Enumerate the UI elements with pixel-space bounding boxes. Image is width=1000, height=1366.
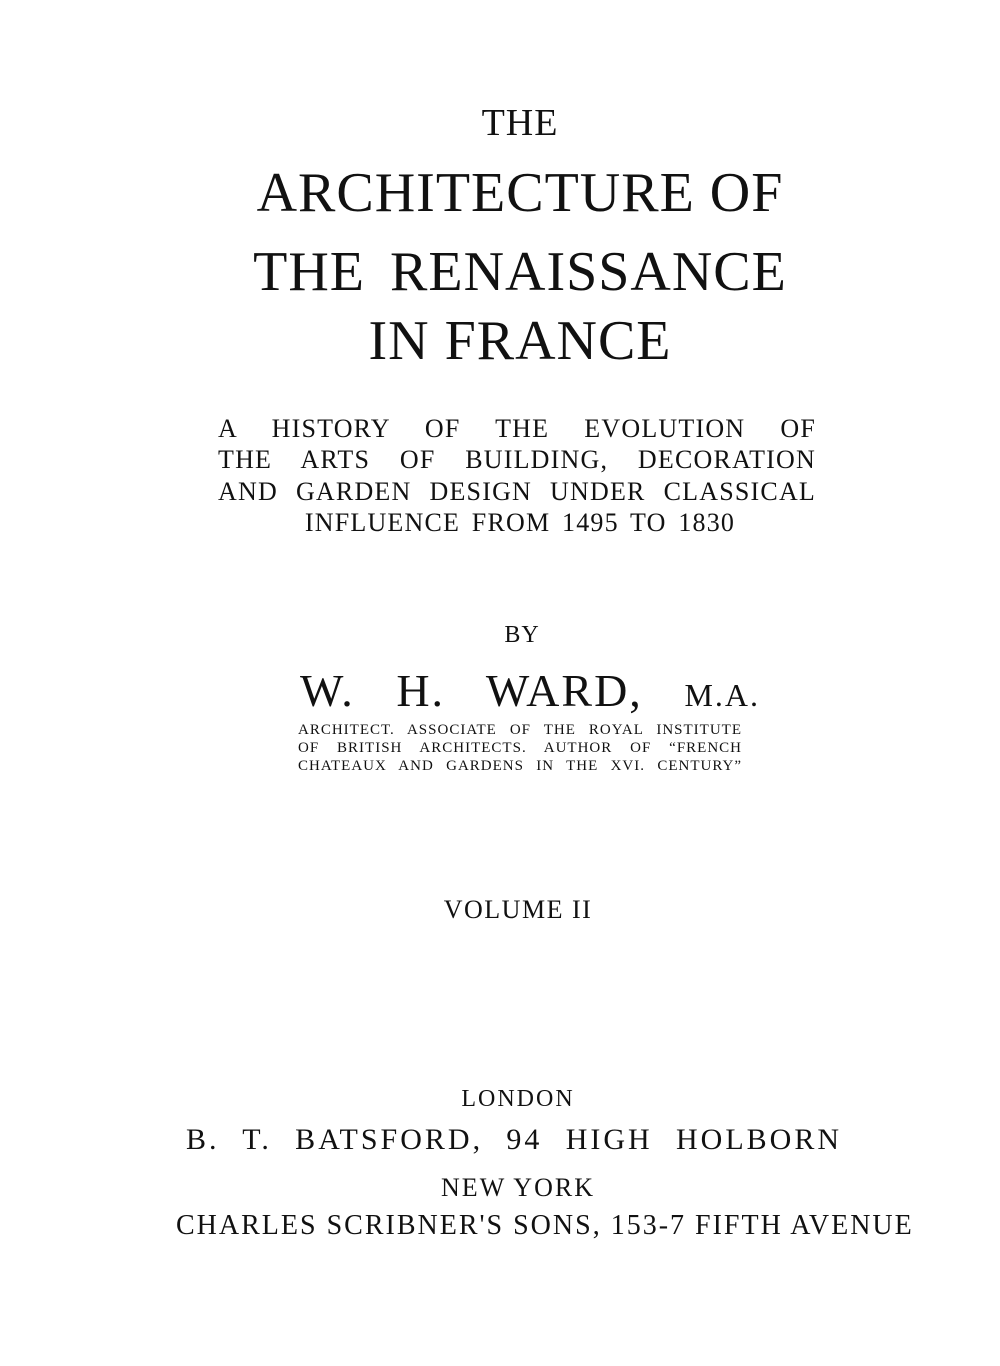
credentials-line-1: ARCHITECT. ASSOCIATE OF THE ROYAL INSTITUTE	[298, 722, 742, 738]
author-degree: M.A.	[684, 677, 760, 713]
subtitle-line-1: A HISTORY OF THE EVOLUTION OF	[218, 414, 816, 443]
publisher-city-london: LONDON	[461, 1086, 575, 1112]
author-name: W. H. WARD,	[300, 665, 643, 716]
title-article: THE	[481, 102, 559, 144]
publisher-batsford: B. T. BATSFORD, 94 HIGH HOLBORN	[186, 1123, 842, 1156]
author-line	[300, 665, 760, 716]
title-line-3: IN FRANCE	[368, 310, 672, 372]
publisher-scribner: CHARLES SCRIBNER'S SONS, 153-7 FIFTH AVENUE	[176, 1210, 914, 1241]
title-line-2: THE RENAISSANCE	[253, 241, 787, 303]
title-line-1: ARCHITECTURE OF	[256, 162, 784, 224]
publisher-city-new-york: NEW YORK	[441, 1173, 595, 1202]
credentials-line-3: CHATEAUX AND GARDENS IN THE XVI. CENTURY”	[298, 758, 742, 774]
by-label: BY	[504, 622, 540, 648]
subtitle-line-3: AND GARDEN DESIGN UNDER CLASSICAL	[218, 477, 816, 506]
subtitle-line-4: INFLUENCE FROM 1495 TO 1830	[304, 508, 736, 537]
volume-label: VOLUME II	[443, 895, 593, 924]
credentials-line-2: OF BRITISH ARCHITECTS. AUTHOR OF “FRENCH	[298, 740, 742, 756]
subtitle-line-2: THE ARTS OF BUILDING, DECORATION	[218, 445, 816, 474]
